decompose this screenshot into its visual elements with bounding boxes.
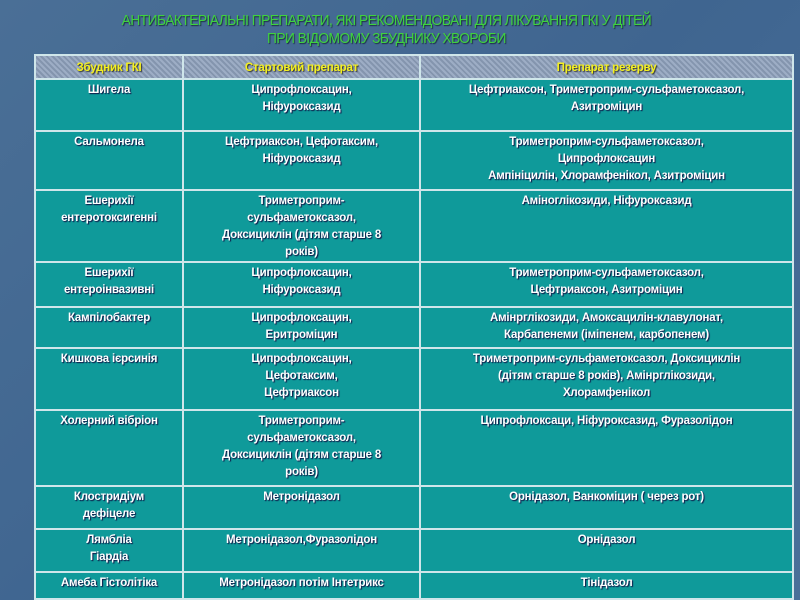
cell-line: Метронідазол потім Інтетрикс	[219, 577, 384, 589]
cell-line: Триметроприм-сульфаметоксазол, Доксициклін	[472, 353, 741, 365]
cell-line: Карбапенеми (іміпенем, карбопенем)	[504, 329, 709, 341]
cell-line: ентеротоксигенні	[61, 212, 157, 224]
antibiotics-table	[34, 54, 794, 600]
cell-line: Лямбліа	[86, 534, 132, 546]
cell-line: Цефтриаксон, Цефотаксим,	[225, 136, 378, 148]
starting-drug-cell	[183, 572, 420, 599]
pathogen-cell	[35, 348, 183, 410]
title-line-1: АНТИБАКТЕРІАЛЬНІ ПРЕПАРАТИ, ЯКІ РЕКОМЕНДОВАНІ ДЛЯ ЛІКУВАННЯ ГКІ У ДІТЕЙ	[121, 12, 652, 29]
pathogen-cell	[35, 262, 183, 307]
table-row	[35, 572, 793, 599]
reserve-drug-cell	[420, 79, 793, 131]
starting-drug-cell	[183, 262, 420, 307]
cell-line: Хлорамфенікол	[562, 387, 651, 399]
pathogen-cell	[35, 307, 183, 348]
pathogen-cell	[35, 79, 183, 131]
reserve-drug-cell	[420, 348, 793, 410]
pathogen-cell	[35, 529, 183, 572]
cell-line: Триметроприм-сульфаметоксазол,	[509, 267, 704, 279]
starting-drug-cell	[183, 410, 420, 486]
header-starting-drug: Стартовий препарат	[183, 55, 420, 79]
cell-line: Доксициклін (дітям старше 8	[221, 229, 382, 241]
cell-line: Кишкова ієрсинія	[60, 353, 158, 365]
cell-line: Цефтриаксон	[264, 387, 339, 399]
pathogen-cell	[35, 410, 183, 486]
cell-line: Тінідазол	[580, 577, 633, 589]
cell-line: Ципрофлоксаци, Ніфуроксазид, Фуразолідон	[480, 415, 733, 427]
header-reserve-drug: Препарат резерву	[420, 55, 793, 79]
cell-line: Холерний вібріон	[60, 415, 158, 427]
table-row	[35, 410, 793, 486]
cell-line: Шигела	[87, 84, 131, 96]
table-row	[35, 348, 793, 410]
cell-line: Цефтриаксон, Азитроміцин	[530, 284, 683, 296]
cell-line: Триметроприм-сульфаметоксазол,	[509, 136, 704, 148]
cell-line: Цефтриаксон, Триметроприм-сульфаметоксазол,	[468, 84, 745, 96]
cell-line: Амінрглікозиди, Амоксацилін-клавулонат,	[490, 312, 723, 324]
title-line-2: ПРИ ВІДОМОМУ ЗБУДНИКУ ХВОРОБИ	[266, 30, 506, 47]
starting-drug-cell	[183, 529, 420, 572]
starting-drug-cell	[183, 486, 420, 529]
reserve-drug-cell	[420, 131, 793, 190]
table-row	[35, 307, 793, 348]
reserve-drug-cell	[420, 486, 793, 529]
reserve-drug-cell	[420, 307, 793, 348]
cell-line: Аміноглікозиди, Ніфуроксазид	[521, 195, 692, 207]
pathogen-cell	[35, 572, 183, 599]
cell-line: Триметроприм-	[258, 415, 345, 427]
cell-line: Доксициклін (дітям старше 8	[221, 449, 382, 461]
cell-line: Гіардіа	[89, 551, 129, 563]
cell-line: сульфаметоксазол,	[247, 212, 356, 224]
reserve-drug-cell	[420, 410, 793, 486]
cell-line: Ципрофлоксацин,	[251, 312, 352, 324]
cell-line: Триметроприм-	[258, 195, 345, 207]
cell-line: (дітям старше 8 років), Амінрглікозиди,	[498, 370, 715, 382]
reserve-drug-cell	[420, 572, 793, 599]
table-row	[35, 486, 793, 529]
starting-drug-cell	[183, 190, 420, 262]
cell-line: Цефотаксим,	[265, 370, 338, 382]
reserve-drug-cell	[420, 529, 793, 572]
pathogen-cell	[35, 486, 183, 529]
cell-line: сульфаметоксазол,	[247, 432, 356, 444]
cell-line: років)	[285, 466, 318, 478]
cell-line: Клостридіум	[73, 491, 145, 503]
table-row	[35, 79, 793, 131]
cell-line: Ципрофлоксацин	[557, 153, 656, 165]
cell-line: Амеба Гістолітіка	[60, 577, 158, 589]
starting-drug-cell	[183, 131, 420, 190]
reserve-drug-cell	[420, 262, 793, 307]
table-row	[35, 190, 793, 262]
table-row	[35, 529, 793, 572]
cell-line: Азитроміцин	[570, 101, 643, 113]
cell-line: Еритроміцин	[265, 329, 338, 341]
cell-line: Сальмонела	[74, 136, 144, 148]
table-row	[35, 262, 793, 307]
slide-title	[0, 12, 773, 48]
header-pathogen: Збудник ГКІ	[35, 55, 183, 79]
cell-line: Ампініцилін, Хлорамфенікол, Азитроміцин	[488, 170, 725, 182]
cell-line: Ешерихії	[84, 195, 134, 207]
pathogen-cell	[35, 190, 183, 262]
cell-line: Ніфуроксазид	[262, 153, 341, 165]
cell-line: Кампілобактер	[67, 312, 151, 324]
cell-line: Метронідазол	[263, 491, 340, 503]
cell-line: Ешерихії	[84, 267, 134, 279]
cell-line: дефіцеле	[82, 508, 136, 520]
cell-line: Метронідазол,Фуразолідон	[226, 534, 377, 546]
cell-line: років)	[285, 246, 318, 258]
cell-line: Орнідазол	[577, 534, 636, 546]
starting-drug-cell	[183, 348, 420, 410]
table-header-row	[35, 55, 793, 79]
cell-line: Ципрофлоксацин,	[251, 84, 352, 96]
cell-line: ентероінвазивні	[63, 284, 154, 296]
cell-line: Ципрофлоксацин,	[251, 267, 352, 279]
cell-line: Ніфуроксазид	[262, 101, 341, 113]
starting-drug-cell	[183, 307, 420, 348]
table-row	[35, 131, 793, 190]
cell-line: Ципрофлоксацин,	[251, 353, 352, 365]
cell-line: Ніфуроксазид	[262, 284, 341, 296]
reserve-drug-cell	[420, 190, 793, 262]
pathogen-cell	[35, 131, 183, 190]
cell-line: Орнідазол, Ванкоміцин ( через рот)	[509, 491, 704, 503]
starting-drug-cell	[183, 79, 420, 131]
